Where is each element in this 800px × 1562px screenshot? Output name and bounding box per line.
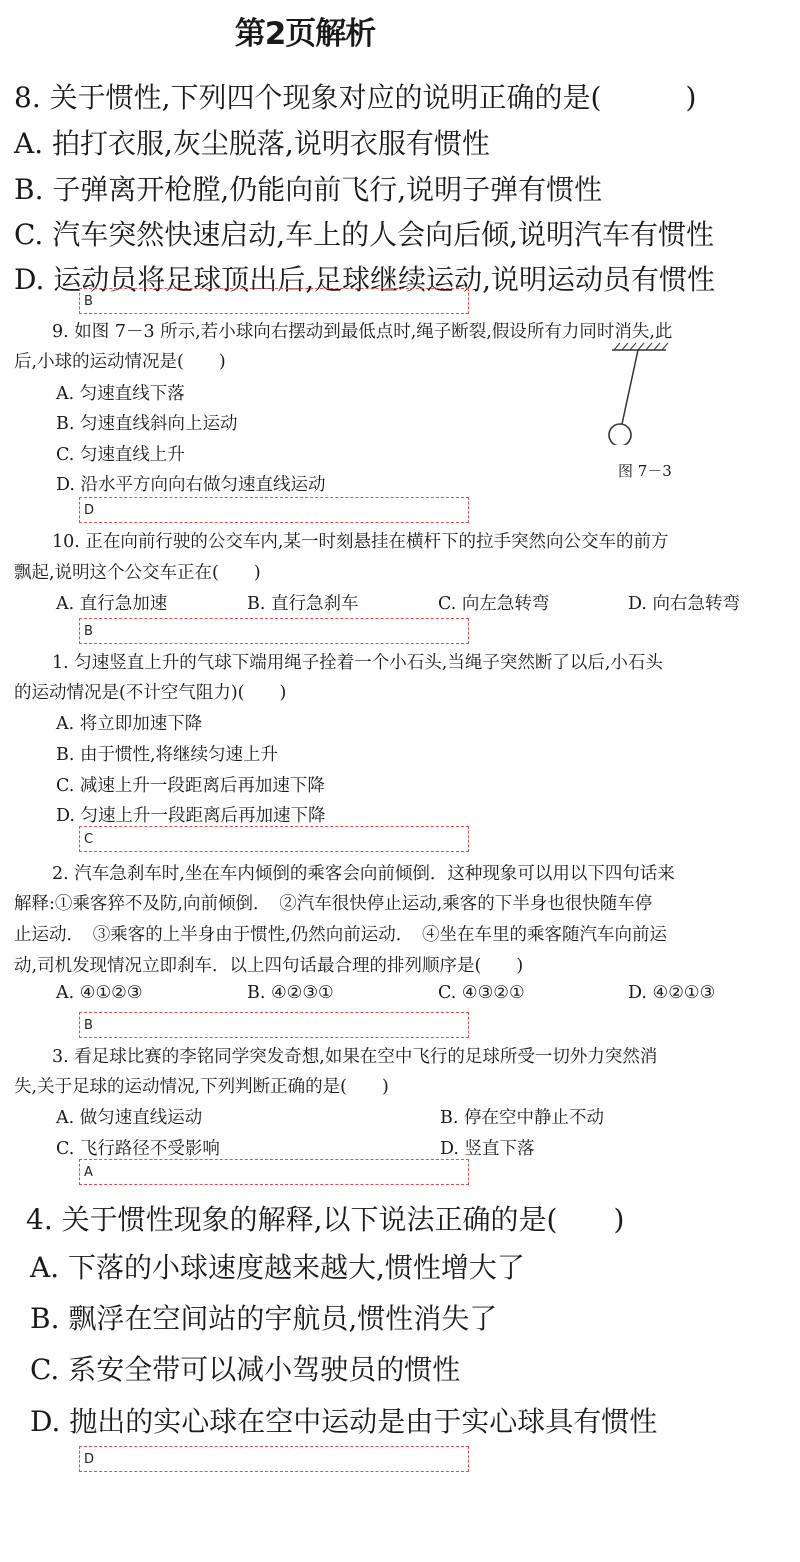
q3-stem-line2: 失,关于足球的运动情况,下列判断正确的是( ) xyxy=(14,1077,389,1097)
q10-stem-line1: 10. 正在向前行驶的公交车内,某一时刻悬挂在横杆下的拉手突然向公交车的前方 xyxy=(52,532,669,552)
q1-option-d: D. 匀速上升一段距离后再加速下降 xyxy=(56,806,326,826)
q9-figure-caption: 图 7－3 xyxy=(618,462,672,480)
q1-stem-line2: 的运动情况是(不计空气阻力)( ) xyxy=(14,683,287,703)
q10-option-a: A. 直行急加速 xyxy=(56,594,168,614)
q2-option-d: D. ④②①③ xyxy=(628,983,716,1003)
q2-stem-line3: 止运动． ③乘客的上半身由于惯性,仍然向前运动． ④坐在车里的乘客随汽车向前运 xyxy=(14,925,668,945)
q3-option-d: D. 竖直下落 xyxy=(440,1139,535,1159)
pendulum-string xyxy=(622,350,638,424)
q4-option-d: D. 抛出的实心球在空中运动是由于实心球具有惯性 xyxy=(30,1405,658,1438)
q1-answer-box: C xyxy=(79,826,469,852)
q1-option-c: C. 减速上升一段距离后再加速下降 xyxy=(56,776,325,796)
q9-option-d: D. 沿水平方向向右做匀速直线运动 xyxy=(56,475,326,495)
q2-stem-line4: 动,司机发现情况立即刹车．以上四句话最合理的排列顺序是( ) xyxy=(14,956,524,976)
q8-stem: 8. 关于惯性,下列四个现象对应的说明正确的是( ) xyxy=(14,81,697,114)
q9-option-b: B. 匀速直线斜向上运动 xyxy=(56,414,238,434)
q1-option-b: B. 由于惯性,将继续匀速上升 xyxy=(56,745,279,765)
q9-stem-line1: 9. 如图 7－3 所示,若小球向右摆动到最低点时,绳子断裂,假设所有力同时消失,此 xyxy=(52,322,673,342)
q9-option-c: C. 匀速直线上升 xyxy=(56,445,185,465)
q8-answer-box: B xyxy=(79,288,469,314)
q10-stem-line2: 飘起,说明这个公交车正在( ) xyxy=(14,563,261,583)
q8-option-c: C. 汽车突然快速启动,车上的人会向后倾,说明汽车有惯性 xyxy=(14,218,715,251)
q9-answer-box: D xyxy=(79,497,469,523)
q1-option-a: A. 将立即加速下降 xyxy=(56,714,203,734)
page-title: 第2页解析 xyxy=(234,16,376,52)
ceiling-hatch xyxy=(614,343,668,350)
q2-answer-box: B xyxy=(79,1012,469,1038)
q3-answer-box: A xyxy=(79,1159,469,1185)
q2-option-c: C. ④③②① xyxy=(438,983,525,1003)
q9-option-a: A. 匀速直线下落 xyxy=(56,384,185,404)
q4-option-b: B. 飘浮在空间站的宇航员,惯性消失了 xyxy=(30,1302,498,1335)
q3-option-c: C. 飞行路径不受影响 xyxy=(56,1139,220,1159)
q10-answer-box: B xyxy=(79,618,469,644)
q4-option-c: C. 系安全带可以减小驾驶员的惯性 xyxy=(30,1353,461,1386)
q2-stem-line1: 2. 汽车急刹车时,坐在车内倾倒的乘客会向前倾倒．这种现象可以用以下四句话来 xyxy=(52,864,675,884)
q3-stem-line1: 3. 看足球比赛的李铭同学突发奇想,如果在空中飞行的足球所受一切外力突然消 xyxy=(52,1047,658,1067)
q9-stem-line2: 后,小球的运动情况是( ) xyxy=(14,352,226,372)
q8-option-a: A. 拍打衣服,灰尘脱落,说明衣服有惯性 xyxy=(14,127,490,160)
q8-option-b: B. 子弹离开枪膛,仍能向前飞行,说明子弹有惯性 xyxy=(14,173,603,206)
q3-option-a: A. 做匀速直线运动 xyxy=(56,1108,203,1128)
q2-option-b: B. ④②③① xyxy=(247,983,334,1003)
pendulum-ball xyxy=(609,424,631,445)
q4-option-a: A. 下落的小球速度越来越大,惯性增大了 xyxy=(30,1251,525,1284)
q10-option-c: C. 向左急转弯 xyxy=(438,594,550,614)
pendulum-figure xyxy=(600,340,680,445)
q10-option-d: D. 向右急转弯 xyxy=(628,594,741,614)
q1-stem-line1: 1. 匀速竖直上升的气球下端用绳子拴着一个小石头,当绳子突然断了以后,小石头 xyxy=(52,653,663,673)
q3-option-b: B. 停在空中静止不动 xyxy=(440,1108,604,1128)
q4-answer-box: D xyxy=(79,1446,469,1472)
q4-stem: 4. 关于惯性现象的解释,以下说法正确的是( ) xyxy=(26,1203,625,1236)
q10-option-b: B. 直行急刹车 xyxy=(247,594,359,614)
q2-option-a: A. ④①②③ xyxy=(56,983,143,1003)
q8-option-d: D. 运动员将足球顶出后,足球继续运动,说明运动员有惯性 xyxy=(14,263,716,296)
q2-stem-line2: 解释:①乘客猝不及防,向前倾倒． ②汽车很快停止运动,乘客的下半身也很快随车停 xyxy=(14,894,653,914)
